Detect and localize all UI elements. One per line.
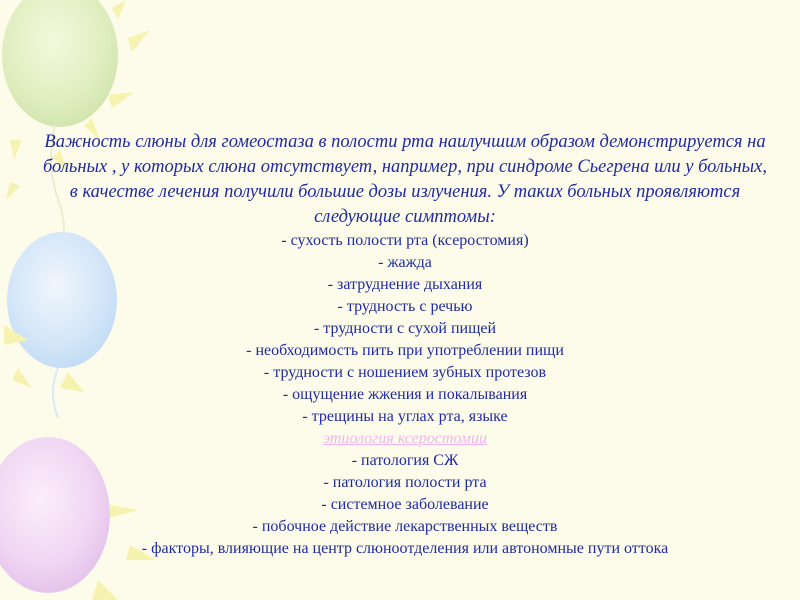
symptom-item: - сухость полости рта (ксеростомия) xyxy=(281,232,529,249)
symptom-item: - трещины на углах рта, языке xyxy=(302,408,508,425)
etiology-item: - патология СЖ xyxy=(351,452,459,469)
symptom-item: - трудности с сухой пищей xyxy=(313,320,497,337)
symptom-item: - ощущение жжения и покалывания xyxy=(282,386,528,403)
etiology-list xyxy=(40,450,770,560)
intro-paragraph: Важность слюны для гомеостаза в полости рта наилучшим образом демонстрируется на больных , у которых слюна отсутствует, например, при синдроме Сьегрена или у больных, в качестве лечения получили большие дозы излучения. У таких больных проявляются следующие симптомы: xyxy=(43,132,767,227)
symptoms-list xyxy=(40,230,770,428)
symptom-item: - трудность с речью xyxy=(337,298,473,315)
slide-content xyxy=(40,130,770,560)
etiology-item: - факторы, влияющие на центр слюноотделения или автономные пути оттока xyxy=(141,540,669,557)
symptom-item: - трудности с ношением зубных протезов xyxy=(263,364,547,381)
etiology-item: - системное заболевание xyxy=(321,496,489,513)
etiology-item: - побочное действие лекарственных веществ xyxy=(252,518,558,535)
symptom-item: - затруднение дыхания xyxy=(327,276,483,293)
symptom-item: - необходимость пить при употреблении пищи xyxy=(246,342,564,359)
symptom-item: - жажда xyxy=(378,254,432,271)
etiology-item: - патология полости рта xyxy=(323,474,487,491)
etiology-link[interactable]: этиология ксеростомии xyxy=(323,430,487,447)
